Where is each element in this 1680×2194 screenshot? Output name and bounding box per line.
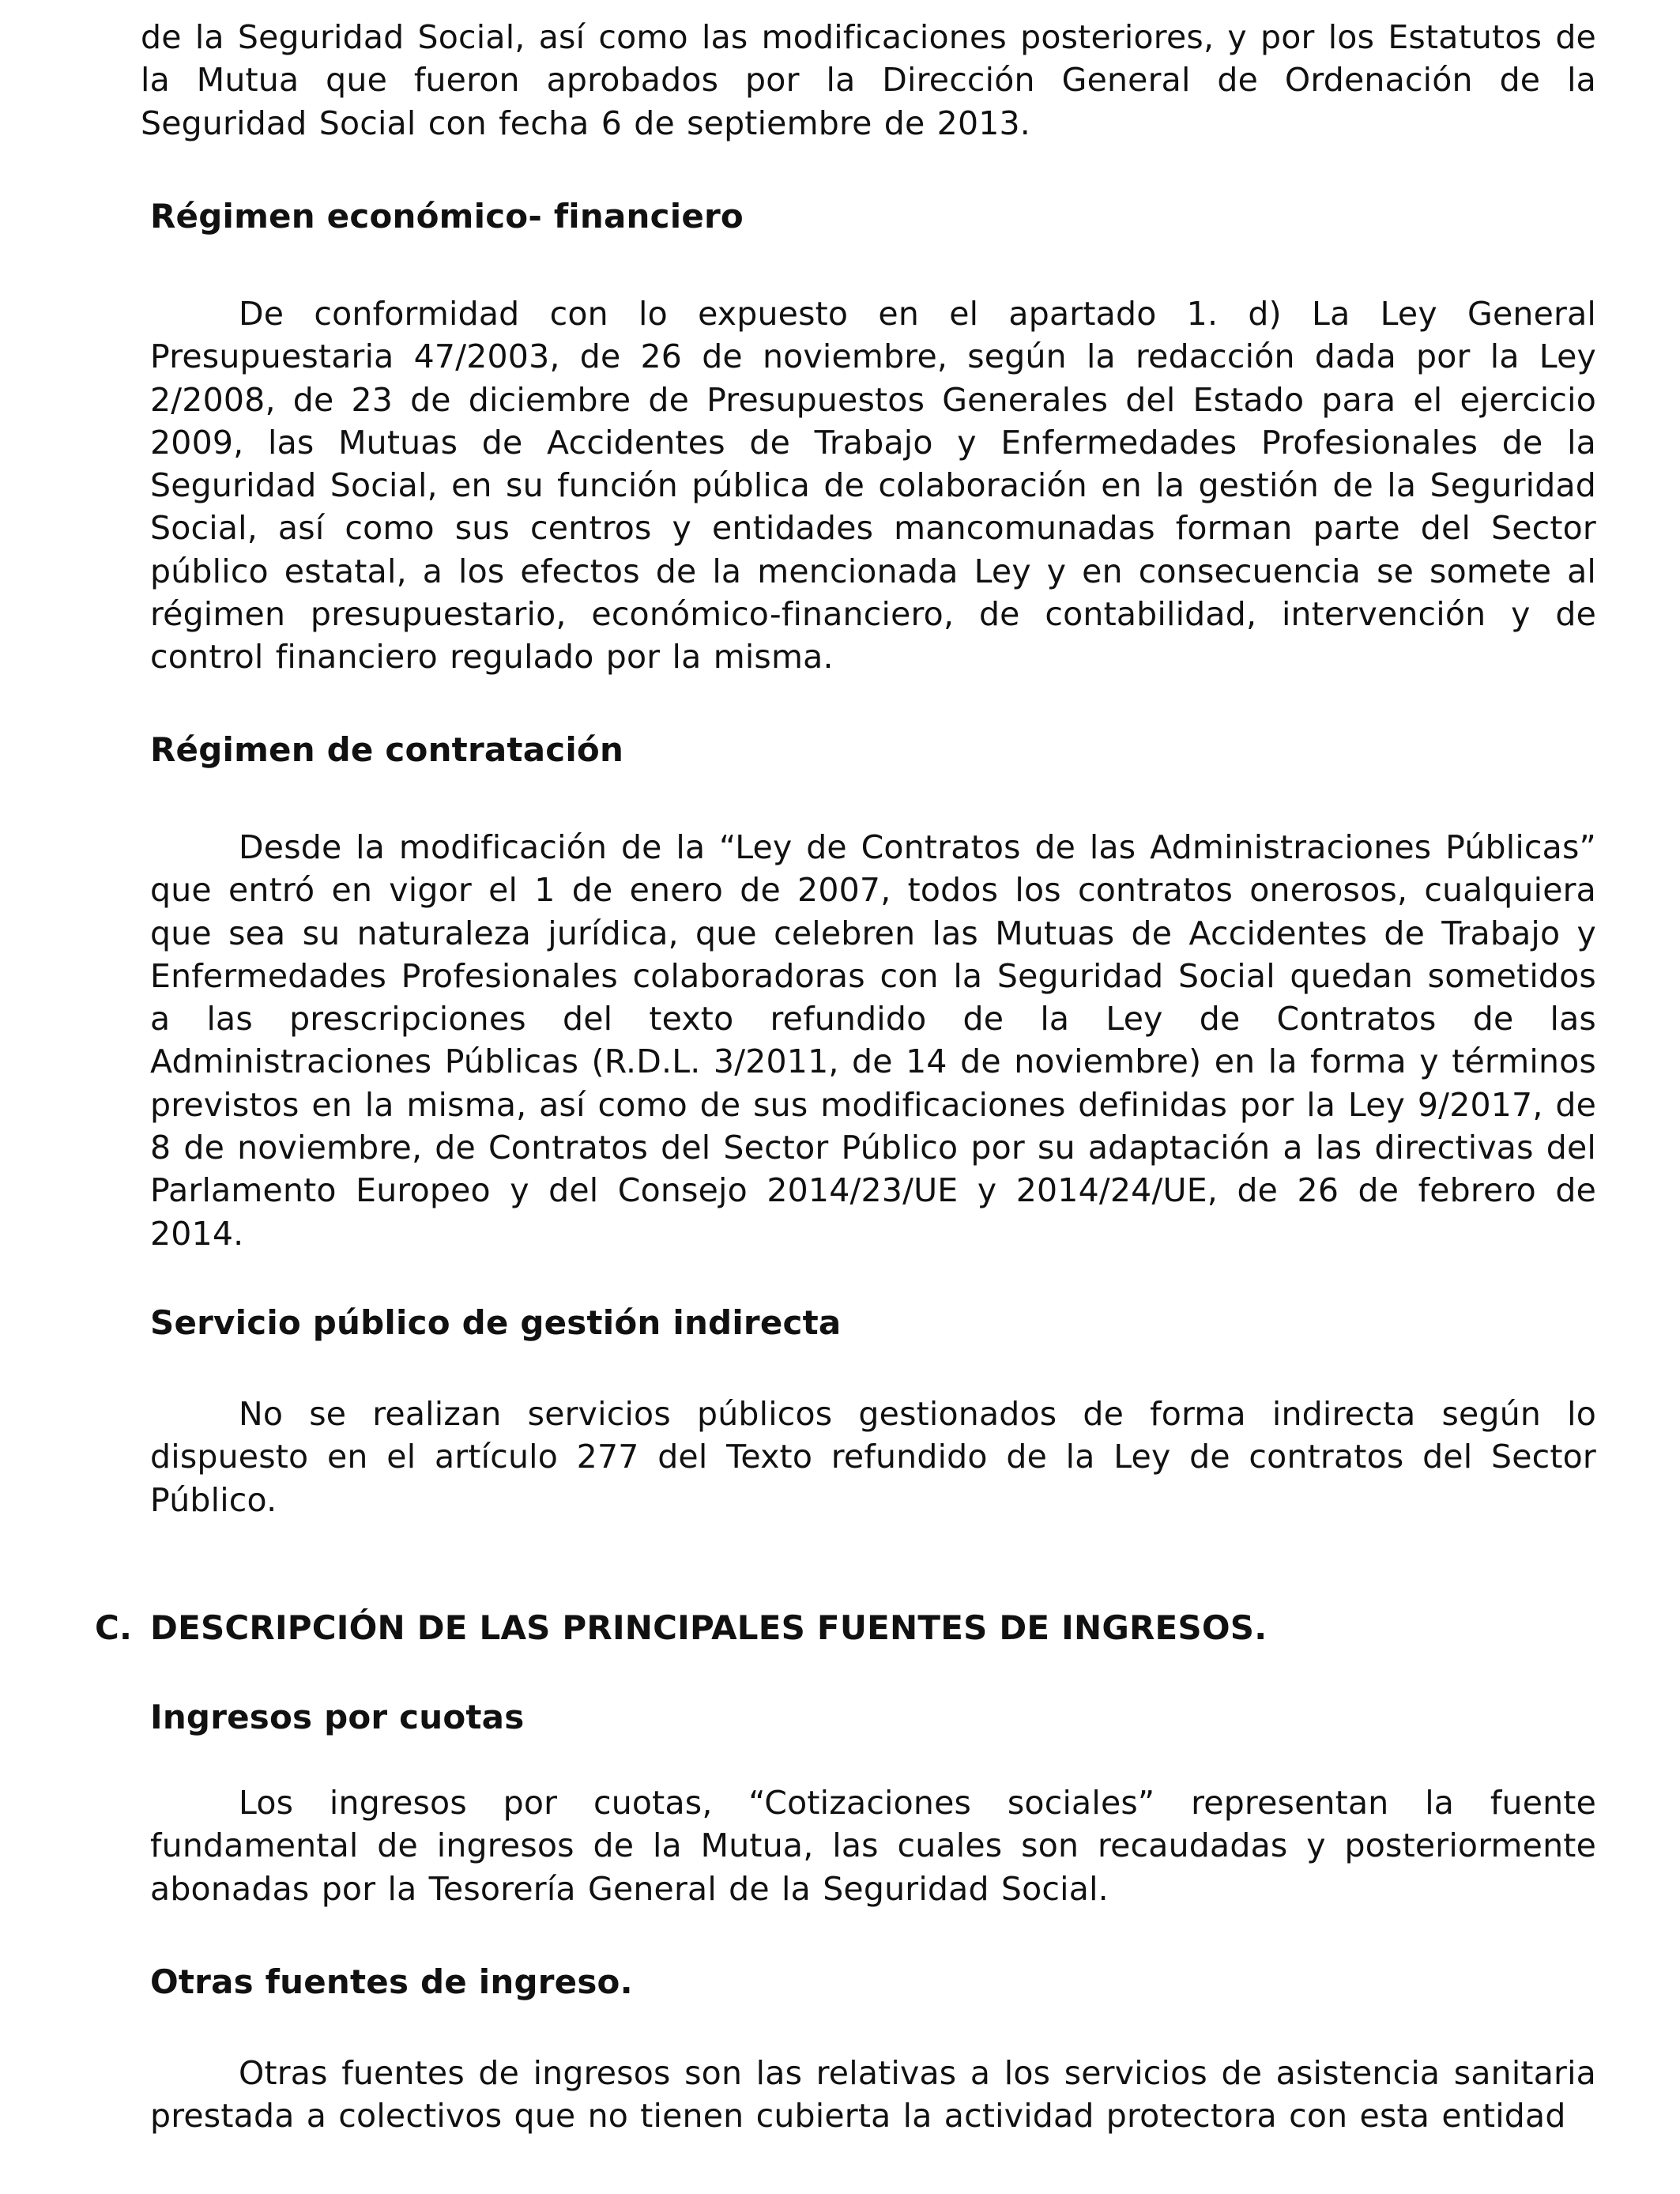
paragraph-regimen-contratacion: Desde la modificación de la “Ley de Contratos de las Administraciones Públicas” que entró en vigor el 1 de enero de 2007, todos los contratos onerosos, cualquiera que sea su naturaleza jurídica, que celebren las Mutuas de Accidentes de Trabajo y Enfermedades Profesionales colaboradoras con la Seguridad Social quedan sometidos a las prescripciones del texto refundido de la Ley de Contratos de las Administraciones Públicas (R.D.L. 3/2011, de 14 de noviembre) en la forma y términos previstos en la misma, así como de sus modificaciones definidas por la Ley 9/2017, de 8 de noviembre, de Contratos del Sector Público por su adaptación a las directivas del Parlamento Europeo y del Consejo 2014/23/UE y 2014/24/UE, de 26 de febrero de 2014. (150, 828, 1596, 1253)
section-c-heading (95, 1607, 1267, 1649)
heading-ingresos-cuotas: Ingresos por cuotas (150, 1698, 525, 1736)
heading-servicio-publico: Servicio público de gestión indirecta (150, 1303, 842, 1342)
paragraph-servicio-publico: No se realizan servicios públicos gestionados de forma indirecta según lo dispuesto en el artículo 277 del Texto refundido de la Ley de contratos del Sector Público. (150, 1395, 1596, 1519)
paragraph-regimen-economico: De conformidad con lo expuesto en el apartado 1. d) La Ley General Presupuestaria 47/2003, de 26 de noviembre, según la redacción dada por la Ley 2/2008, de 23 de diciembre de Presupuestos Generales del Estado para el ejercicio 2009, las Mutuas de Accidentes de Trabajo y Enfermedades Profesionales de la Seguridad Social, en su función pública de colaboración en la gestión de la Seguridad Social, así como sus centros y entidades mancomunadas forman parte del Sector público estatal, a los efectos de la mencionada Ley y en consecuencia se somete al régimen presupuestario, económico-financiero, de contabilidad, intervención y de control financiero regulado por la misma. (150, 295, 1596, 677)
continuation-paragraph: de la Seguridad Social, así como las modificaciones posteriores, y por los Estatutos de la Mutua que fueron aprobados por la Dirección General de Ordenación de la Seguridad Social con fecha 6 de septiembre de 2013. (141, 18, 1596, 142)
paragraph-otras-fuentes: Otras fuentes de ingresos son las relativas a los servicios de asistencia sanitaria prestada a colectivos que no tienen cubierta la actividad protectora con esta entidad (150, 2054, 1596, 2136)
paragraph-ingresos-cuotas: Los ingresos por cuotas, “Cotizaciones sociales” representan la fuente fundamental de ingresos de la Mutua, las cuales son recaudadas y posteriormente abonadas por la Tesorería General de la Seguridad Social. (150, 1784, 1596, 1908)
heading-otras-fuentes: Otras fuentes de ingreso. (150, 1962, 633, 2001)
heading-regimen-contratacion: Régimen de contratación (150, 730, 624, 769)
section-c-title: DESCRIPCIÓN DE LAS PRINCIPALES FUENTES DE INGRESOS. (150, 1608, 1268, 1647)
heading-regimen-economico: Régimen económico- financiero (150, 197, 744, 236)
section-c-letter: C. (95, 1608, 133, 1647)
